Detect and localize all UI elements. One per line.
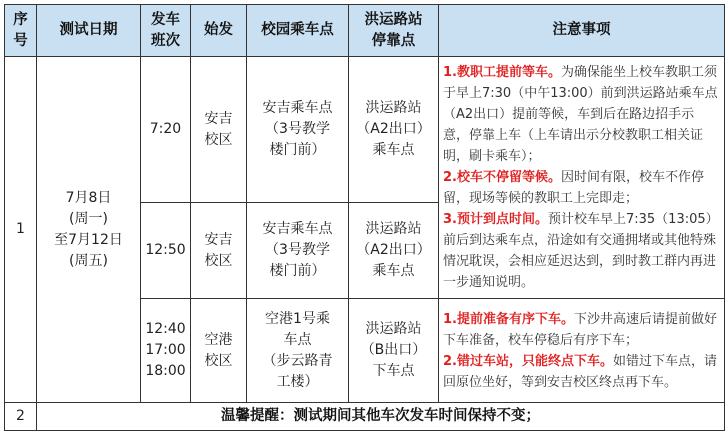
row2-seq: 2	[5, 403, 37, 431]
trip1-origin: 安吉 校区	[191, 57, 247, 203]
table-row	[5, 403, 725, 431]
trip3-times: 12:40 17:00 18:00	[141, 299, 191, 403]
header-shift: 发车 班次	[141, 5, 191, 57]
trip1-hongyun-stop: 洪运路站 （A2出口） 乘车点	[349, 57, 439, 203]
notes-alighting	[439, 299, 725, 403]
trip1-time: 7:20	[141, 57, 191, 203]
header-date: 测试日期	[37, 5, 141, 57]
reminder-text: ：测试期间其他车次发车时间保持不变；	[279, 408, 540, 424]
note-item: 2.错过车站，只能终点下车。如错过下车点，请回原位坐好，等到安吉校区终点再下车。	[443, 353, 717, 390]
trip1-campus-stop: 安吉乘车点 （3号教学 楼门前）	[247, 57, 349, 203]
note-item: 3.预计到点时间。预计校车早上7:35（13:05）前后到达乘车点，沿途如有交通拥堵或其他特殊情况耽误，会相应延迟达到，到时教工群内再进一步通知说明。	[443, 212, 719, 290]
note-item: 1.教职工提前等车。为确保能坐上校车教职工须于早上7:30（中午13:00）前到洪运路站乘车点（A2出口）提前等候，车到后在路边招手示意，停靠上车（上车请出示分校教职工相关证明，刷卡乘车）；	[443, 65, 718, 164]
bus-schedule-table	[4, 4, 725, 431]
header-notes: 注意事项	[439, 5, 725, 57]
trip3-hongyun-stop: 洪运路站 （B出口） 下车点	[349, 299, 439, 403]
trip2-time: 12:50	[141, 203, 191, 299]
table-row	[5, 57, 725, 203]
trip2-hongyun-stop: 洪运路站 （A2出口） 乘车点	[349, 203, 439, 299]
trip3-origin: 空港 校区	[191, 299, 247, 403]
notes-boarding	[439, 57, 725, 299]
header-campus-stop: 校园乘车点	[247, 5, 349, 57]
reminder-label: 温馨提醒	[221, 408, 279, 424]
reminder	[37, 403, 725, 431]
row1-seq: 1	[5, 57, 37, 403]
note-item: 2.校车不停留等候。因时间有限，校车不作停留，现场等候的教职工上完即走；	[443, 170, 704, 206]
trip2-origin: 安吉 校区	[191, 203, 247, 299]
header-origin: 始发	[191, 5, 247, 57]
trip3-campus-stop: 空港1号乘 车点 （步云路青 工楼）	[247, 299, 349, 403]
row1-date: 7月8日 (周一) 至7月12日 (周五)	[37, 57, 141, 403]
header-row	[5, 5, 725, 57]
header-seq: 序 号	[5, 5, 37, 57]
trip2-campus-stop: 安吉乘车点 （3号教学 楼门前）	[247, 203, 349, 299]
note-item: 1.提前准备有序下车。下沙井高速后请提前做好下车准备，校车停稳后有序下车；	[443, 311, 717, 348]
header-hongyun-stop: 洪运路站 停靠点	[349, 5, 439, 57]
